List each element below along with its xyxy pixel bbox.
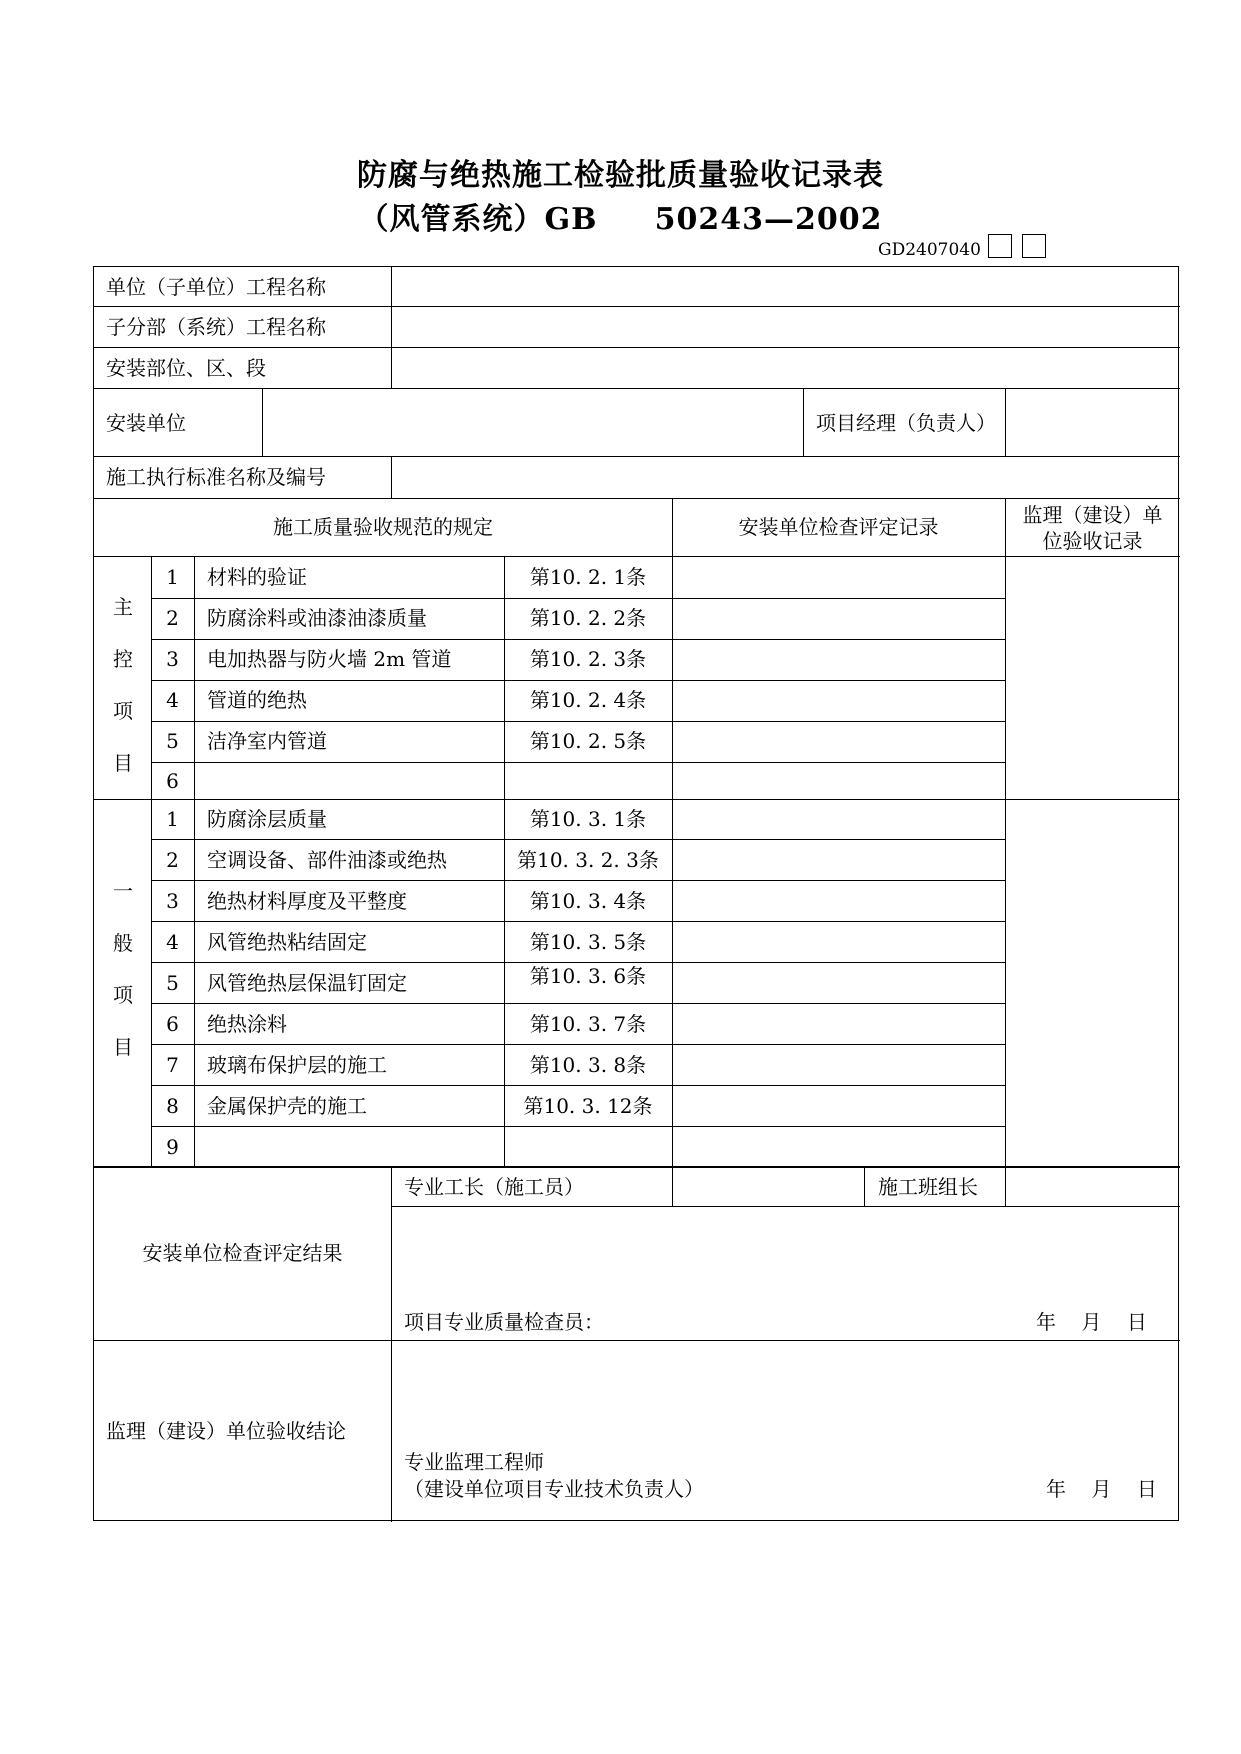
main-group-char-4: 目: [113, 751, 133, 775]
supervision-date: 年 月 日: [1046, 1477, 1157, 1501]
sub-division-label: 子分部（系统）工程名称: [106, 315, 326, 339]
main-item-no: 6: [166, 769, 179, 793]
spec-column-header: 施工质量验收规范的规定: [273, 515, 493, 539]
foreman-label: 专业工长（施工员）: [404, 1175, 584, 1199]
general-item-no: 7: [166, 1053, 179, 1077]
main-item-name: 防腐涂料或油漆油漆质量: [207, 606, 427, 630]
general-item-no: 4: [166, 930, 179, 954]
main-item-clause: 第10. 2. 4条: [529, 688, 647, 712]
install-date: 年 月 日: [1036, 1310, 1147, 1334]
check-record-column-header: 安装单位检查评定记录: [738, 515, 939, 539]
general-item-clause: 第10. 3. 8条: [529, 1053, 647, 1077]
inspection-form: [93, 266, 1179, 1521]
main-item-name: 材料的验证: [207, 565, 307, 589]
code-checkbox-1[interactable]: [988, 234, 1012, 258]
general-item-clause: 第10. 3. 12条: [523, 1094, 653, 1118]
general-item-name: 防腐涂层质量: [207, 807, 327, 831]
inspector-label: 项目专业质量检查员：: [404, 1310, 604, 1334]
general-item-name: 绝热材料厚度及平整度: [207, 889, 407, 913]
general-item-no: 3: [166, 889, 179, 913]
supervision-column-header-line2: 位验收记录: [1042, 529, 1143, 553]
main-item-name: 管道的绝热: [207, 688, 307, 712]
main-item-no: 1: [166, 565, 179, 589]
project-manager-label: 项目经理（负责人）: [816, 411, 996, 435]
general-item-clause: 第10. 3. 5条: [529, 930, 647, 954]
general-item-clause: 第10. 3. 6条: [529, 964, 647, 988]
general-group-char-2: 般: [113, 931, 133, 955]
main-item-clause: 第10. 2. 3条: [529, 647, 647, 671]
location-label: 安装部位、区、段: [106, 356, 266, 380]
general-item-no: 2: [166, 848, 179, 872]
general-item-clause: 第10. 3. 2. 3条: [517, 848, 659, 872]
main-item-name: 电加热器与防火墙 2m 管道: [207, 647, 452, 671]
main-item-no: 3: [166, 647, 179, 671]
general-item-name: 玻璃布保护层的施工: [207, 1053, 387, 1077]
main-item-clause: 第10. 2. 1条: [529, 565, 647, 589]
general-item-clause: 第10. 3. 4条: [529, 889, 647, 913]
install-unit-label: 安装单位: [106, 411, 186, 435]
standard-label: 施工执行标准名称及编号: [106, 465, 326, 489]
general-group-char-4: 目: [113, 1035, 133, 1059]
main-item-no: 4: [166, 688, 179, 712]
general-item-no: 9: [166, 1135, 179, 1159]
form-title: 防腐与绝热施工检验批质量验收记录表: [357, 158, 884, 193]
main-item-no: 2: [166, 606, 179, 630]
general-item-name: 风管绝热粘结固定: [207, 930, 367, 954]
form-subtitle: （风管系统）GB 50243—2002: [358, 202, 883, 237]
form-code: GD2407040: [878, 240, 981, 260]
main-item-clause: 第10. 2. 2条: [529, 606, 647, 630]
main-item-name: 洁净室内管道: [207, 729, 327, 753]
general-item-name: 空调设备、部件油漆或绝热: [207, 848, 447, 872]
general-item-no: 8: [166, 1094, 179, 1118]
team-leader-label: 施工班组长: [878, 1175, 978, 1199]
general-item-name: 风管绝热层保温钉固定: [207, 971, 407, 995]
general-item-no: 6: [166, 1012, 179, 1036]
general-item-clause: 第10. 3. 1条: [529, 807, 647, 831]
general-item-no: 1: [166, 807, 179, 831]
general-group-char-1: 一: [113, 879, 133, 903]
install-result-label: 安装单位检查评定结果: [142, 1241, 343, 1265]
general-item-no: 5: [166, 971, 179, 995]
main-item-clause: 第10. 2. 5条: [529, 729, 647, 753]
main-group-char-3: 项: [113, 699, 133, 723]
supervision-engineer-label: 专业监理工程师: [404, 1450, 544, 1474]
main-group-char-1: 主: [113, 595, 133, 619]
main-item-no: 5: [166, 729, 179, 753]
supervision-column-header-line1: 监理（建设）单: [1022, 503, 1163, 527]
supervision-result-label: 监理（建设）单位验收结论: [106, 1419, 346, 1443]
code-checkbox-2[interactable]: [1022, 234, 1046, 258]
unit-name-label: 单位（子单位）工程名称: [106, 275, 326, 299]
supervision-engineer-note: （建设单位项目专业技术负责人）: [404, 1477, 704, 1501]
general-item-name: 金属保护壳的施工: [207, 1094, 367, 1118]
general-item-clause: 第10. 3. 7条: [529, 1012, 647, 1036]
general-item-name: 绝热涂料: [207, 1012, 287, 1036]
general-group-char-3: 项: [113, 983, 133, 1007]
main-group-char-2: 控: [113, 647, 133, 671]
